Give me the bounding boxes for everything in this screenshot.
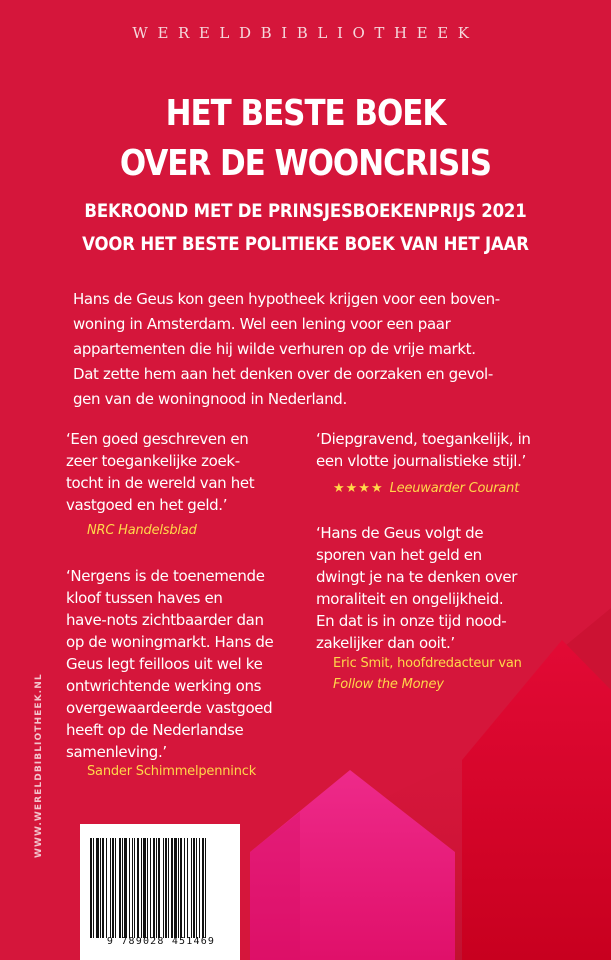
quote-line: ‘Hans de Geus volgt de xyxy=(316,524,484,542)
barcode-bar xyxy=(124,838,127,938)
intro-line: gen van de woningnood in Nederland. xyxy=(73,390,347,408)
barcode-bar xyxy=(143,838,146,938)
intro-line: woning in Amsterdam. Wel een lening voor een paar xyxy=(73,315,451,333)
quote-line: zakelijker dan ooit.’ xyxy=(316,634,455,652)
quote-line: Geus legt feilloos uit wel ke xyxy=(66,655,263,673)
barcode-bar xyxy=(158,838,160,938)
quote-line: zeer toegankelijke zoek- xyxy=(66,452,240,470)
quote-line: ‘Een goed geschreven en xyxy=(66,430,249,448)
barcode-bar xyxy=(112,838,114,938)
barcode-bar xyxy=(205,838,206,938)
barcode-bar xyxy=(115,838,116,938)
quote-line: vastgoed en het geld.’ xyxy=(66,496,228,514)
barcode-bar xyxy=(93,838,94,938)
quote-nrc xyxy=(66,428,254,516)
magenta-arrow-shade xyxy=(250,812,300,960)
barcode-bar xyxy=(180,838,182,938)
barcode-bar xyxy=(171,838,173,938)
barcode-bar xyxy=(184,838,185,938)
website-url: WWW.WERELDBIBLIOTHEEK.NL xyxy=(34,673,44,858)
quote-line: heeft op de Nederlandse xyxy=(66,721,244,739)
quote-source-schimmelpenninck: Sander Schimmelpenninck xyxy=(87,764,257,779)
star-rating-icon: ★★★★ xyxy=(333,481,384,496)
headline-line-2: OVER DE WOONCRISIS xyxy=(119,143,492,184)
publisher-name: WERELDBIBLIOTHEEK xyxy=(132,24,479,42)
quote-line: ‘Diepgravend, toegankelijk, in xyxy=(316,430,531,448)
barcode-bar xyxy=(96,838,99,938)
quote-line: op de woningmarkt. Hans de xyxy=(66,633,274,651)
quote-source-ftm-line2: Follow the Money xyxy=(333,677,444,692)
red-arrow xyxy=(462,640,611,960)
barcode-bar xyxy=(174,838,177,938)
quote-line: overgewaardeerde vastgoed xyxy=(66,699,273,717)
intro-paragraph xyxy=(73,287,563,412)
subheadline-line-1: BEKROOND MET DE PRINSJESBOEKENPRIJS 2021 xyxy=(84,200,527,222)
barcode-bar xyxy=(191,838,192,938)
barcode-bar xyxy=(132,838,133,938)
quote-leeuwarder xyxy=(316,428,531,472)
quote-line: ontwrichtende werking ons xyxy=(66,677,262,695)
quote-source-ftm-line1: Eric Smit, hoofdredacteur van xyxy=(333,656,522,671)
barcode-bar xyxy=(150,838,151,938)
barcode-bar xyxy=(153,838,155,938)
quote-follow-the-money xyxy=(316,522,517,654)
barcode-bar xyxy=(196,838,197,938)
quote-line: een vlotte journalistieke stijl.’ xyxy=(316,452,526,470)
barcode-bar xyxy=(106,838,107,938)
barcode-bar xyxy=(199,838,200,938)
barcode-bar xyxy=(141,838,142,938)
intro-line: Hans de Geus kon geen hypotheek krijgen voor een boven- xyxy=(73,290,500,308)
barcode-bar xyxy=(156,838,157,938)
quote-line: have-nots zichtbaarder dan xyxy=(66,611,264,629)
barcode-bar xyxy=(137,838,139,938)
isbn-number: 9 789028 451469 xyxy=(106,936,216,947)
barcode-bar xyxy=(187,838,188,938)
barcode-bar xyxy=(122,838,123,938)
source-name: Leeuwarder Courant xyxy=(389,481,520,496)
barcode-bar xyxy=(168,838,169,938)
quote-line: En dat is in onze tijd nood- xyxy=(316,612,507,630)
quote-line: ‘Nergens is de toenemende xyxy=(66,567,265,585)
barcode-bar xyxy=(100,838,101,938)
barcode-bar xyxy=(102,838,104,938)
headline-line-1: HET BESTE BOEK xyxy=(165,93,446,134)
barcode-bar xyxy=(129,838,130,938)
barcode-bar xyxy=(202,838,204,938)
barcode-bar xyxy=(147,838,148,938)
barcode-bar xyxy=(163,838,164,938)
intro-line: appartementen die hij wilde verhuren op de vrije markt. xyxy=(73,340,476,358)
barcode-bar xyxy=(193,838,195,938)
barcode-bar xyxy=(134,838,135,938)
barcode-bar xyxy=(178,838,179,938)
barcode-bar xyxy=(110,838,111,938)
barcode-bar xyxy=(165,838,167,938)
quote-source-nrc: NRC Handelsblad xyxy=(87,523,197,538)
barcode-bar xyxy=(119,838,121,938)
quote-source-leeuwarder xyxy=(333,481,519,496)
quote-line: sporen van het geld en xyxy=(316,546,482,564)
intro-line: Dat zette hem aan het denken over de oorzaken en gevol- xyxy=(73,365,493,383)
quote-line: dwingt je na te denken over xyxy=(316,568,518,586)
quote-schimmelpenninck xyxy=(66,565,273,763)
barcode-bar xyxy=(90,838,92,938)
quote-line: tocht in de wereld van het xyxy=(66,474,255,492)
subheadline-line-2: VOOR HET BESTE POLITIEKE BOEK VAN HET JAAR xyxy=(82,233,529,255)
quote-line: samenleving.’ xyxy=(66,743,167,761)
quote-line: moraliteit en ongelijkheid. xyxy=(316,590,504,608)
quote-line: kloof tussen haves en xyxy=(66,589,223,607)
